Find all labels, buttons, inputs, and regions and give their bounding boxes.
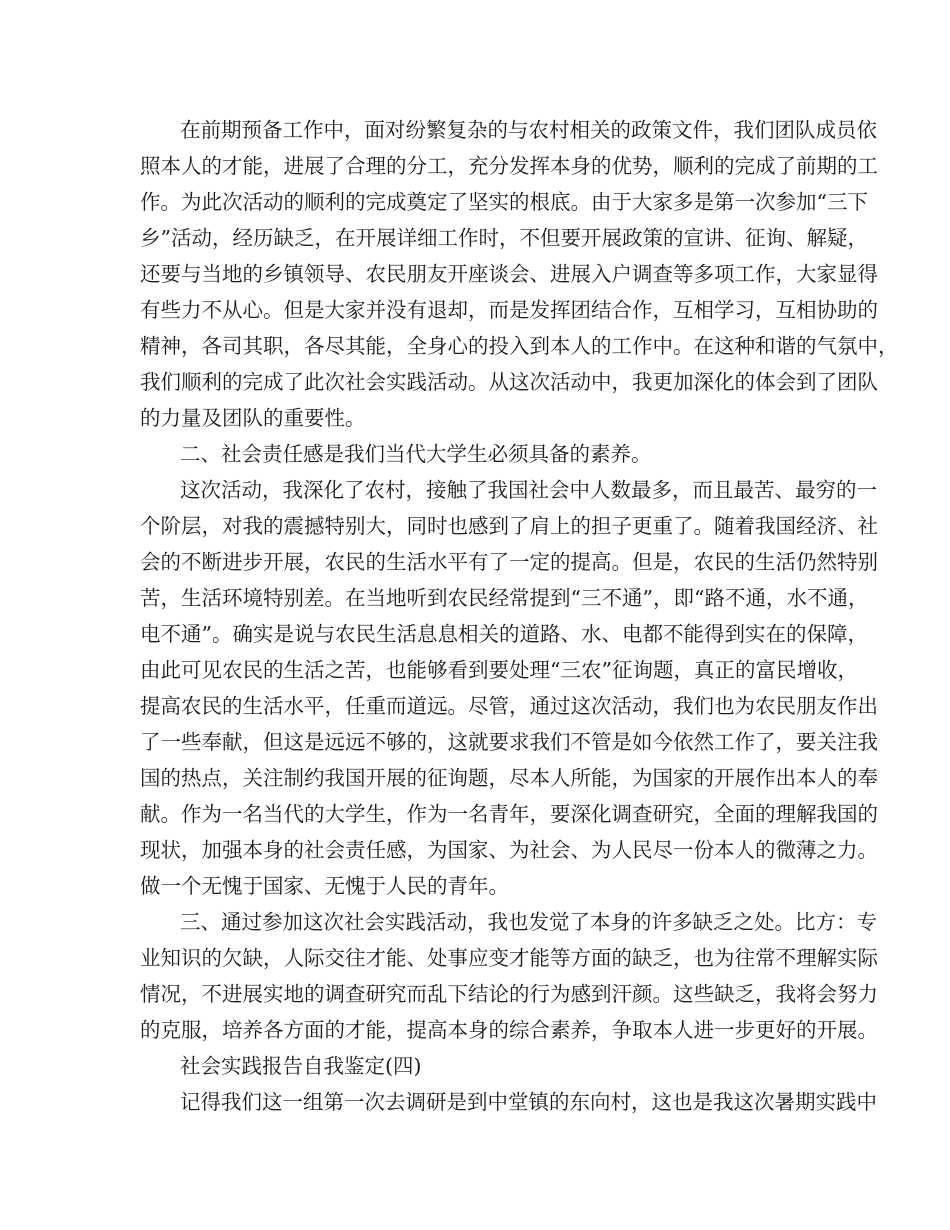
text-line: 献。作为一名当代的大学生，作为一名青年，要深化调查研究，全面的理解我国的 [140,802,878,826]
text-line: 情况，不进展实地的调查研究而乱下结论的行为感到汗颜。这些缺乏，我将会努力 [140,982,878,1006]
text-line: 还要与当地的乡镇领导、农民朋友开座谈会、进展入户调查等多项工作，大家显得 [140,262,878,286]
text-line: 提高农民的生活水平，任重而道远。尽管，通过这次活动，我们也为农民朋友作出 [140,694,878,718]
text-line: 个阶层，对我的震撼特别大，同时也感到了肩上的担子更重了。随着我国经济、社 [140,514,878,538]
paragraph-shortcomings [140,904,878,1048]
text-line: 现状，加强本身的社会责任感，为国家、为社会、为人民尽一份本人的微薄之力。 [140,838,878,862]
text-line: 在前期预备工作中，面对纷繁复杂的与农村相关的政策文件，我们团队成员依 [180,118,877,142]
paragraph-teamwork [140,112,899,436]
text-line: 国的热点，关注制约我国开展的征询题，尽本人所能，为国家的开展作出本人的奉 [140,766,878,790]
text-line: 照本人的才能，进展了合理的分工，充分发挥本身的优势，顺利的完成了前期的工 [140,154,878,178]
text-line: 由此可见农民的生活之苦，也能够看到要处理“三农”征询题，真正的富民增收， [140,658,858,682]
paragraph-first-survey [140,1084,877,1120]
section-heading-responsibility [140,436,830,472]
text-line: 这次活动，我深化了农村，接触了我国社会中人数最多，而且最苦、最穷的一 [180,478,877,502]
text-line: 业知识的欠缺，人际交往才能、处事应变才能等方面的缺乏，也为往常不理解实际 [140,946,878,970]
text-line: 精神，各司其职，各尽其能，全身心的投入到本人的工作中。在这种和谐的气氛中， [140,334,899,358]
text-line: 作。为此次活动的顺利的完成奠定了坚实的根底。由于大家多是第一次参加“三下 [140,190,868,214]
text-line: 记得我们这一组第一次去调研是到中堂镇的东向村，这也是我这次暑期实践中 [180,1090,877,1114]
text-line: 了一些奉献，但这是远远不够的，这就要求我们不管是如今依然工作了，要关注我 [140,730,878,754]
section-title-report-four [140,1048,830,1084]
text-line: 社会实践报告自我鉴定(四) [180,1054,422,1078]
text-line: 二、社会责任感是我们当代大学生必须具备的素养。 [180,442,652,466]
document-body [140,112,899,1120]
text-line: 我们顺利的完成了此次社会实践活动。从这次活动中，我更加深化的体会到了团队 [140,370,878,394]
text-line: 的克服，培养各方面的才能，提高本身的综合素养，争取本人进一步更好的开展。 [140,1018,878,1042]
text-line: 做一个无愧于国家、无愧于人民的青年。 [140,874,509,898]
text-line: 三、通过参加这次社会实践活动，我也发觉了本身的许多缺乏之处。比方：专 [180,910,877,934]
paragraph-rural-experience [140,472,878,904]
text-line: 的力量及团队的重要性。 [140,406,366,430]
text-line: 乡”活动，经历缺乏，在开展详细工作时，不但要开展政策的宣讲、征询、解疑， [140,226,868,250]
text-line: 会的不断进步开展，农民的生活水平有了一定的提高。但是，农民的生活仍然特别 [140,550,878,574]
text-line: 有些力不从心。但是大家并没有退却，而是发挥团结合作，互相学习，互相协助的 [140,298,878,322]
text-line: 苦，生活环境特别差。在当地听到农民经常提到“三不通”，即“路不通，水不通， [140,586,869,610]
text-line: 电不通”。确实是说与农民生活息息相关的道路、水、电都不能得到实在的保障， [140,622,868,646]
